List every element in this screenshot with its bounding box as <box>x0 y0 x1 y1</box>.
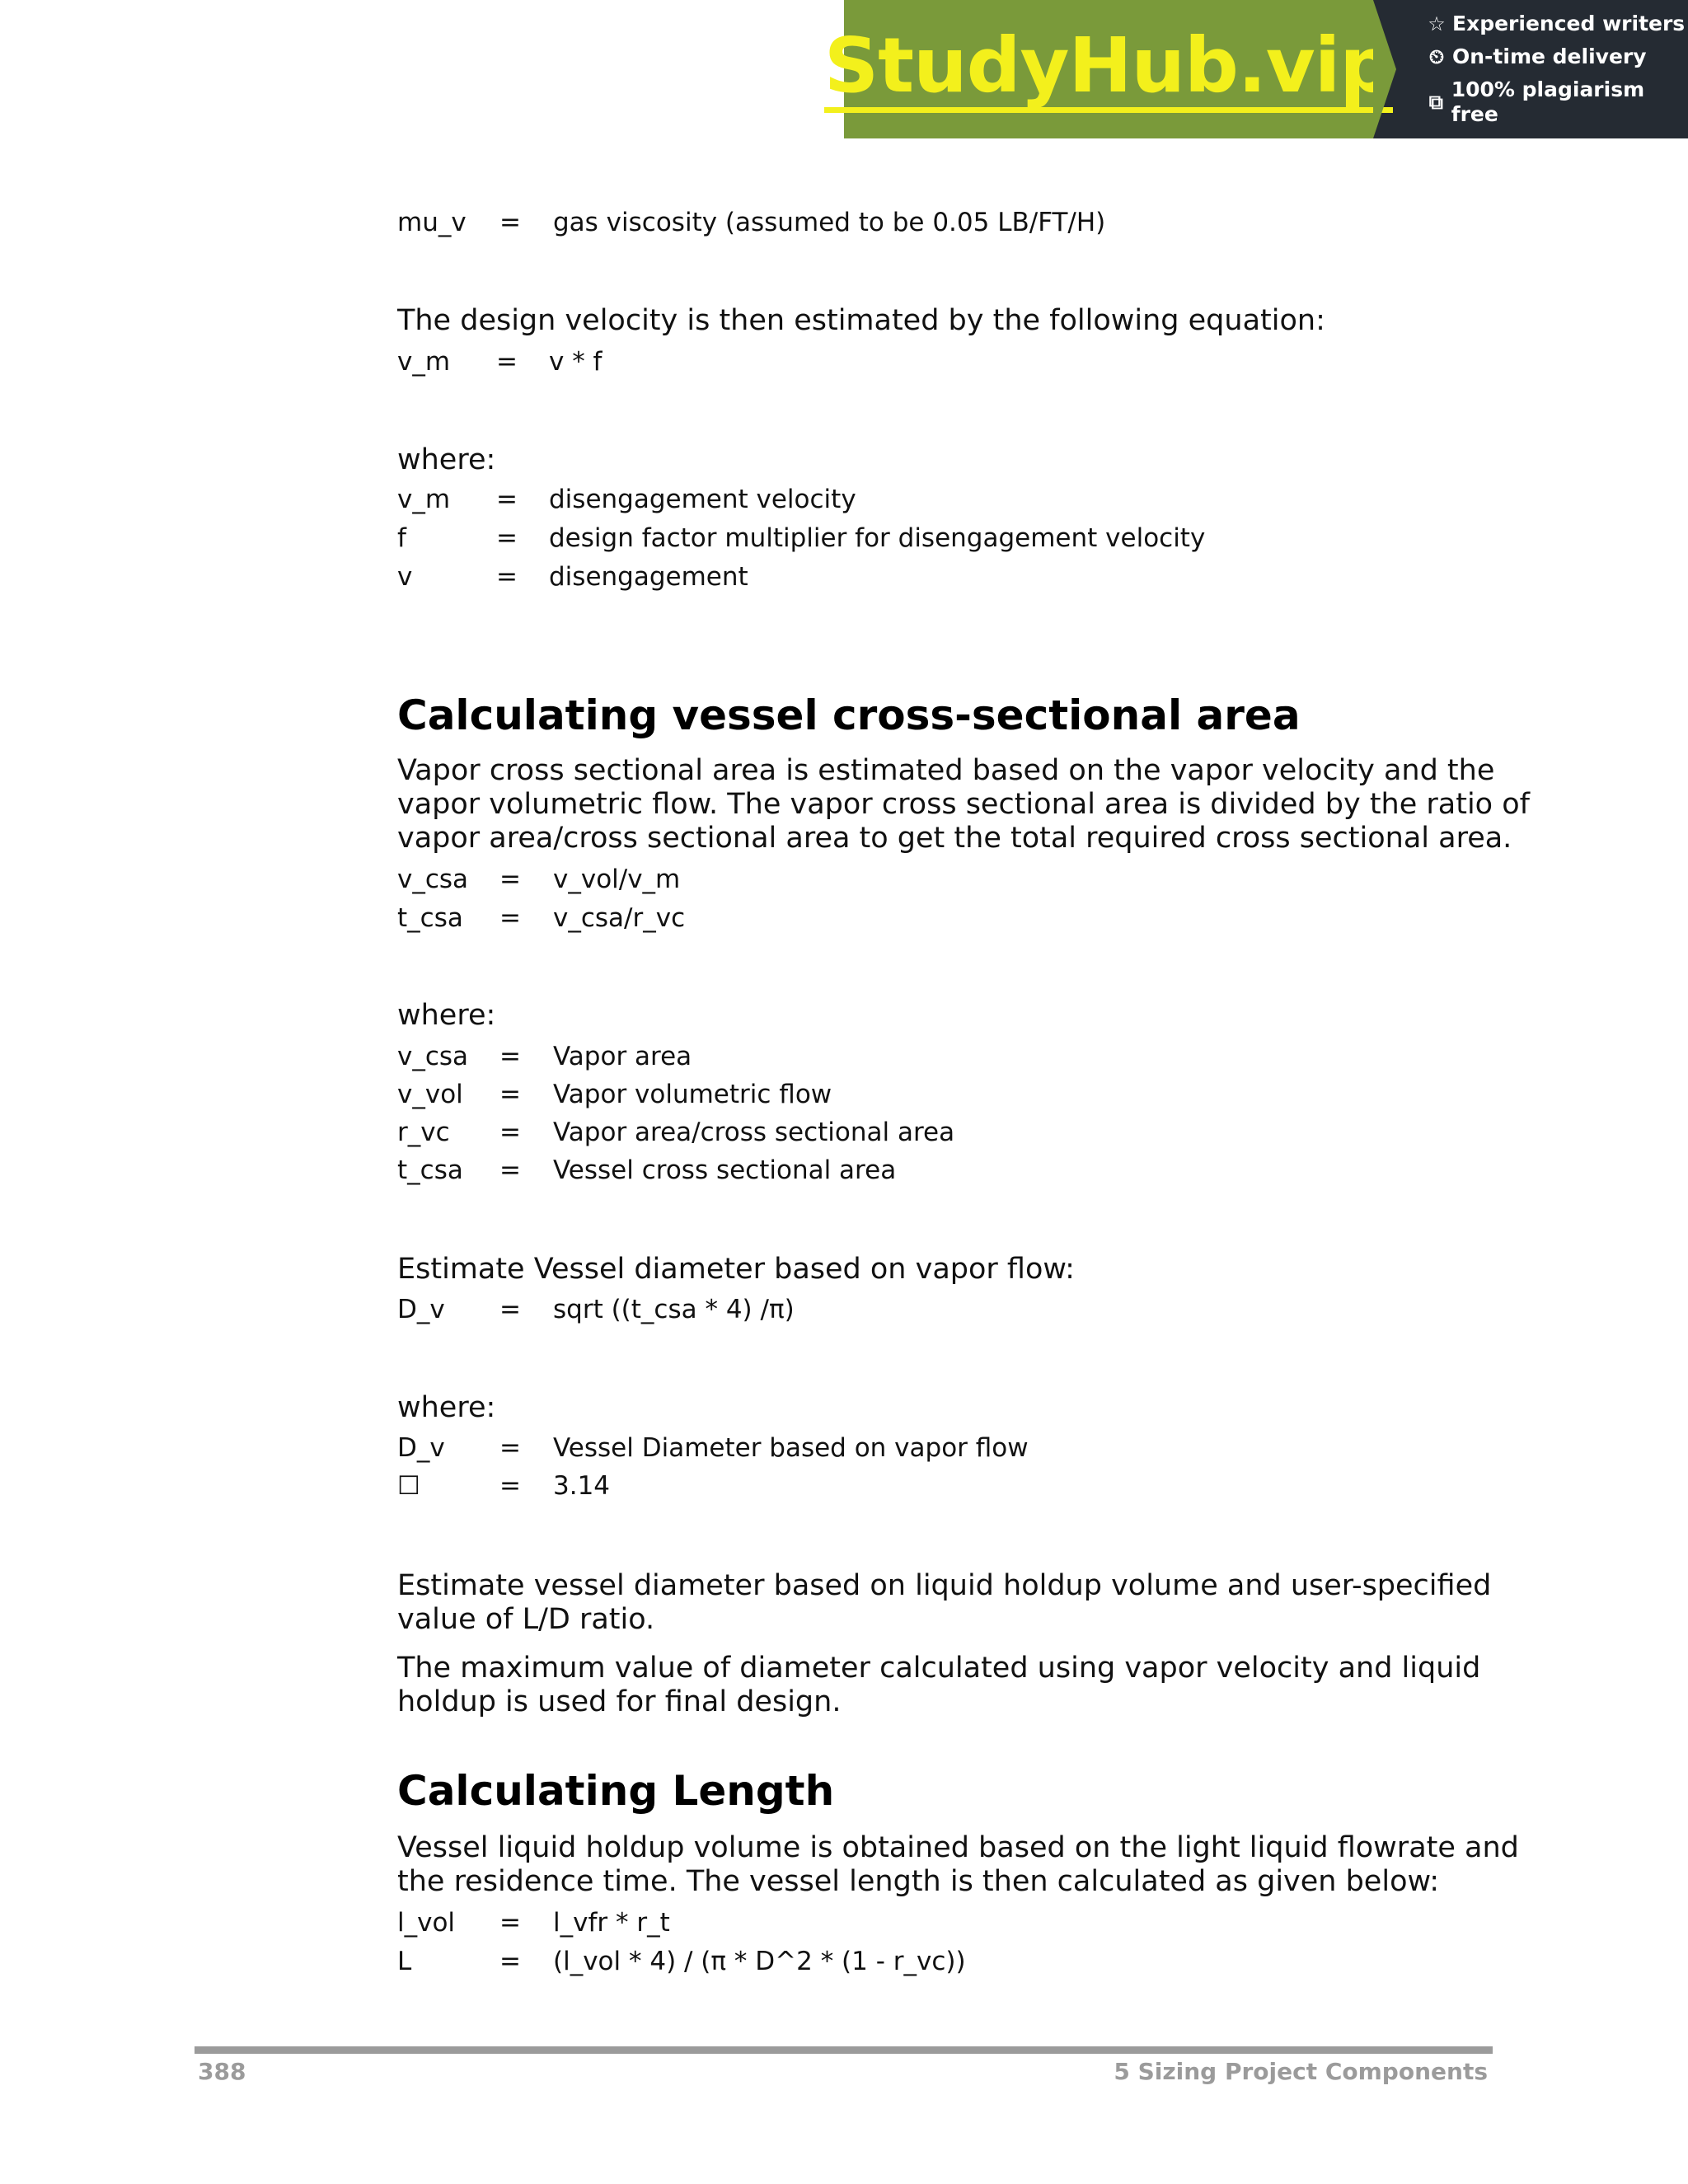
equation-definition: gas viscosity (assumed to be 0.05 LB/FT/H) <box>553 208 1106 237</box>
banner-features <box>1373 0 1688 138</box>
equation-symbol: v <box>397 562 413 592</box>
equals-sign: = <box>499 903 521 933</box>
equation-symbol: mu_v <box>397 208 467 237</box>
where-label: where: <box>397 1391 496 1424</box>
paragraph-line: Vapor cross sectional area is estimated based on the vapor velocity and the <box>397 754 1495 787</box>
equation-definition: l_vfr * r_t <box>553 1908 670 1938</box>
feature-experienced-writers <box>1424 12 1688 36</box>
equals-sign: = <box>496 485 518 514</box>
missing-glyph-icon: ☐ <box>397 1471 420 1501</box>
equation-definition: Vapor volumetric flow <box>553 1080 832 1109</box>
equation-definition: disengagement <box>549 562 748 592</box>
equation-symbol: v_vol <box>397 1080 463 1109</box>
feature-label: On-time delivery <box>1452 45 1647 68</box>
equals-sign: = <box>499 1433 521 1463</box>
paragraph-line: value of L/D ratio. <box>397 1603 655 1636</box>
clock-icon: ⏲ <box>1428 45 1445 68</box>
paragraph-line: vapor volumetric flow. The vapor cross sectional area is divided by the ratio of <box>397 788 1530 821</box>
equation-symbol: l_vol <box>397 1908 456 1938</box>
paragraph-line: The maximum value of diameter calculated using vapor velocity and liquid <box>397 1652 1481 1685</box>
equals-sign: = <box>496 523 518 553</box>
paragraph-line: the residence time. The vessel length is then calculated as given below: <box>397 1865 1439 1898</box>
studyhub-banner[interactable] <box>823 0 1688 138</box>
where-label: where: <box>397 999 496 1032</box>
logo-text: StudyHub.vip <box>824 26 1393 113</box>
equals-sign: = <box>499 1042 521 1071</box>
equals-sign: = <box>499 1471 521 1501</box>
equals-sign: = <box>499 1080 521 1109</box>
equation-definition: Vapor area/cross sectional area <box>553 1118 955 1147</box>
diameter-intro: Estimate Vessel diameter based on vapor flow: <box>397 1253 1075 1286</box>
equation-definition: Vapor area <box>553 1042 692 1071</box>
paragraph-line: Vessel liquid holdup volume is obtained based on the light liquid flowrate and <box>397 1831 1519 1864</box>
design-velocity-intro: The design velocity is then estimated by the following equation: <box>397 304 1325 337</box>
equals-sign: = <box>496 562 518 592</box>
equation-definition: (l_vol * 4) / (π * D^2 * (1 - r_vc)) <box>553 1947 966 1976</box>
equation-symbol: L <box>397 1947 412 1976</box>
paragraph-line: holdup is used for final design. <box>397 1685 842 1718</box>
equation-symbol: t_csa <box>397 903 463 933</box>
equation-symbol: t_csa <box>397 1155 463 1185</box>
page-number: 388 <box>198 2058 246 2085</box>
star-icon: ☆ <box>1428 12 1446 35</box>
equation-definition: Vessel cross sectional area <box>553 1155 897 1185</box>
feature-label: Experienced writers <box>1452 12 1686 35</box>
equals-sign: = <box>499 1118 521 1147</box>
equals-sign: = <box>499 1155 521 1185</box>
equation-definition: design factor multiplier for disengagement velocity <box>549 523 1206 553</box>
equals-sign: = <box>499 208 521 237</box>
section-heading-length: Calculating Length <box>397 1767 835 1815</box>
chapter-title: 5 Sizing Project Components <box>1114 2058 1488 2085</box>
equals-sign: = <box>499 1295 521 1324</box>
section-heading-cross-sectional-area: Calculating vessel cross-sectional area <box>397 691 1301 739</box>
footer-divider <box>195 2046 1493 2054</box>
equals-sign: = <box>499 1908 521 1938</box>
equation-definition: v_csa/r_vc <box>553 903 686 933</box>
studyhub-logo[interactable] <box>823 0 1394 138</box>
feature-plagiarism-free <box>1424 77 1688 127</box>
equation-definition: disengagement velocity <box>549 485 856 514</box>
paragraph-line: vapor area/cross sectional area to get the total required cross sectional area. <box>397 822 1512 855</box>
equation-symbol: f <box>397 523 406 553</box>
equation-definition: 3.14 <box>553 1471 611 1501</box>
equation-symbol: D_v <box>397 1433 445 1463</box>
equals-sign: = <box>496 347 518 377</box>
equation-symbol: v_m <box>397 347 451 377</box>
equation-symbol: r_vc <box>397 1118 450 1147</box>
feature-label: 100% plagiarism free <box>1451 77 1645 126</box>
equals-sign: = <box>499 1947 521 1976</box>
equation-symbol: v_m <box>397 485 451 514</box>
equation-definition: Vessel Diameter based on vapor flow <box>553 1433 1029 1463</box>
paragraph-line: Estimate vessel diameter based on liquid holdup volume and user-specified <box>397 1569 1492 1602</box>
where-label: where: <box>397 443 496 476</box>
equation-symbol: v_csa <box>397 865 469 894</box>
equation-symbol: v_csa <box>397 1042 469 1071</box>
equation-symbol: D_v <box>397 1295 445 1324</box>
equation-definition: sqrt ((t_csa * 4) /π) <box>553 1295 795 1324</box>
feature-on-time-delivery <box>1424 45 1688 69</box>
equals-sign: = <box>499 865 521 894</box>
equation-definition: v_vol/v_m <box>553 865 681 894</box>
copy-icon: ⧉ <box>1428 91 1443 114</box>
equation-definition: v * f <box>549 347 603 377</box>
